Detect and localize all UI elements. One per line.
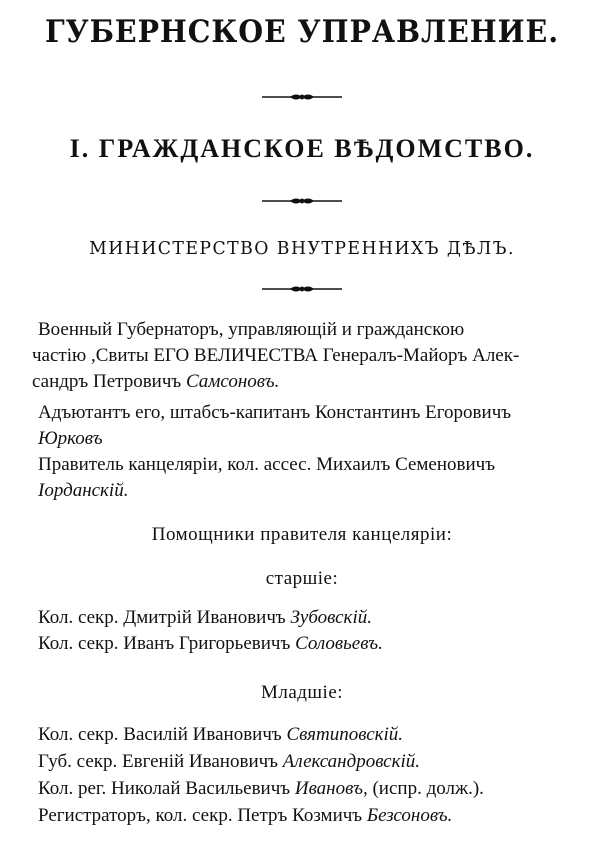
junior-rank: Губ. секр. Евгеній Ивановичъ: [38, 751, 278, 772]
chancellery-name: Іорданскій.: [38, 480, 129, 501]
governor-line-1: Военный Губернаторъ, управляющій и гражданскою: [38, 319, 465, 340]
ministry-heading: МИНИСТЕРСТВО ВНУТРЕННИХЪ ДѢЛЪ.: [89, 238, 515, 259]
senior-heading: старшіе:: [265, 568, 339, 589]
senior-rank: Кол. секр. Иванъ Григорьевичъ: [38, 633, 291, 654]
governor-line-3: [32, 369, 591, 395]
governor-line-2: частію ,Свиты ЕГО ВЕЛИЧЕСТВА Генералъ-Майоръ Алек-: [32, 345, 520, 366]
junior-suffix: (испр. долж.).: [367, 778, 484, 799]
ornament-divider-2-icon: [262, 194, 342, 208]
senior-row: [38, 607, 372, 629]
ornament-divider-1-icon: [262, 90, 342, 104]
chancellery-line-1: Правитель канцеляріи, кол. ассес. Михаилъ Семеновичъ: [38, 454, 496, 475]
page-title: ГУБЕРНСКОЕ УПРАВЛЕНИЕ.: [44, 14, 560, 50]
junior-rank: Кол. рег. Николай Васильевичъ: [38, 778, 291, 799]
junior-row: [38, 778, 484, 800]
governor-prefix: сандръ Петровичъ: [32, 371, 182, 392]
ornament-divider-3-icon: [262, 282, 342, 296]
senior-name: Соловьевъ.: [295, 633, 383, 654]
junior-row: [38, 805, 452, 827]
adjutant-name: Юрковъ: [38, 428, 103, 449]
junior-rank: Регистраторъ, кол. секр. Петръ Козмичъ: [38, 805, 363, 826]
senior-row: [38, 633, 383, 655]
junior-name: Безсоновъ.: [366, 805, 453, 826]
governor-name: Самсоновъ.: [185, 371, 280, 392]
adjutant-line-1: Адъютантъ его, штабсъ-капитанъ Константинъ Егоровичъ: [38, 402, 512, 423]
junior-row: [38, 724, 403, 746]
senior-name: Зубовскій.: [290, 607, 372, 628]
junior-name: Святиповскій.: [286, 724, 404, 745]
chancellery-entry: [38, 452, 591, 504]
junior-name: Александровскій.: [282, 751, 421, 772]
assistants-heading: Помощники правителя канцеляріи:: [151, 524, 453, 545]
junior-name: Ивановъ,: [294, 778, 368, 799]
department-heading: I. ГРАЖДАНСКОЕ ВѢДОМСТВО.: [69, 134, 535, 163]
junior-heading: Младшіе:: [260, 682, 344, 703]
senior-rank: Кол. секр. Дмитрій Ивановичъ: [38, 607, 286, 628]
junior-row: [38, 751, 420, 773]
governor-entry: [32, 317, 591, 395]
adjutant-entry: [38, 400, 591, 452]
junior-rank: Кол. секр. Василій Ивановичъ: [38, 724, 282, 745]
